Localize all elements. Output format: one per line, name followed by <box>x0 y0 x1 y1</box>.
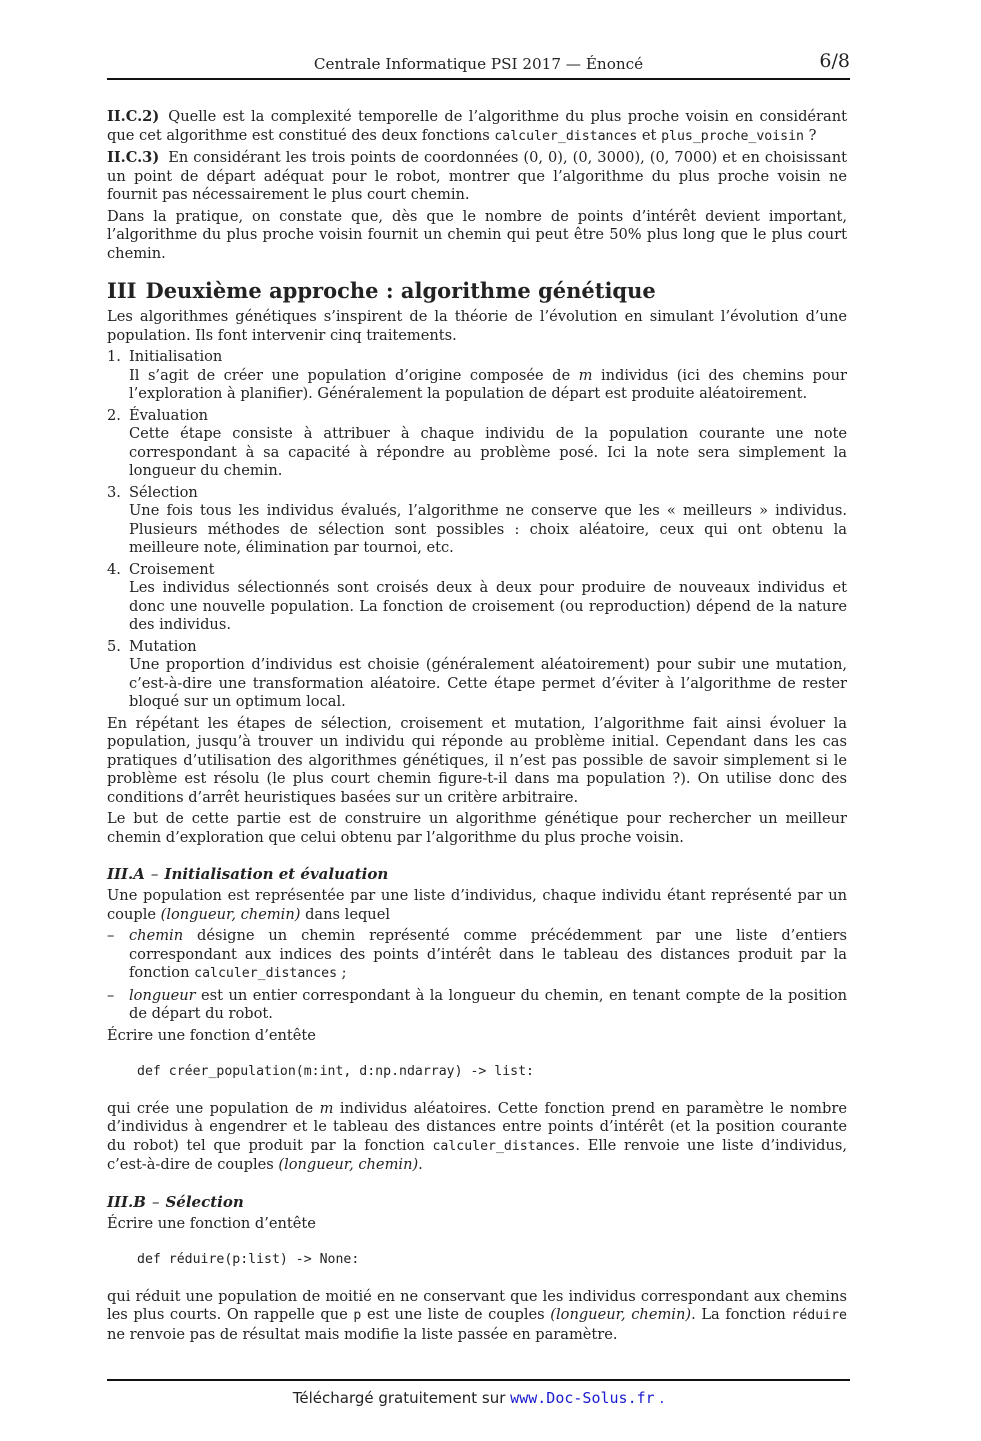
step-number: 3. <box>107 483 121 501</box>
step-body: Une fois tous les individus évalués, l’algorithme ne conserve que les « meilleurs » individus. Plusieurs méthodes de sélection sont possibles : choix aléatoire, ceux qui ont obtenu la meilleure note, élimination par tournoi, etc. <box>129 502 847 556</box>
list-item <box>107 561 847 635</box>
text: individus aléatoires. Cette fonction prend en paramètre le nombre d’individus à engendrer et le tableau des distances entre points d’intérêt (et la position courante du robot) tel que produit par la fonction <box>107 1099 847 1154</box>
page-number: 6/8 <box>819 50 850 72</box>
step-body <box>107 367 847 404</box>
step-number: 1. <box>107 348 121 365</box>
page-content <box>107 108 847 1347</box>
footer-text <box>107 1389 850 1408</box>
text: qui crée une population de <box>107 1099 320 1117</box>
instruction: Écrire une fonction d’entête <box>107 1214 316 1232</box>
inline-code: p <box>353 1308 362 1323</box>
inline-code: calculer_distances <box>494 128 638 144</box>
header-title: Centrale Informatique PSI 2017 — Énoncé <box>313 55 644 73</box>
text: . Elle renvoie une liste d’individus, c’est-à-dire de couples <box>107 1136 847 1173</box>
step-head <box>107 407 847 426</box>
question-label: II.C.2) <box>107 108 160 125</box>
steps-list <box>107 348 847 712</box>
section-title: Deuxième approche : algorithme génétique <box>145 278 656 303</box>
description <box>107 1100 847 1175</box>
dash-bullet: – <box>107 927 115 944</box>
step-head <box>107 638 847 657</box>
page-header <box>107 52 850 80</box>
instruction: Écrire une fonction d’entête <box>107 1026 316 1044</box>
footer-end: . <box>654 1389 665 1407</box>
text: . La fonction <box>691 1306 792 1323</box>
step-title: Initialisation <box>129 348 223 365</box>
step-body: Une proportion d’individus est choisie (généralement aléatoirement) pour subir une mutation, c’est-à-dire une transformation aléatoire. Cette étape permet d’éviter à l’algorithme de rester bloqué sur un optimum local. <box>129 656 847 710</box>
subsection-separator: – <box>151 1192 160 1211</box>
dash-bullet: – <box>107 986 115 1004</box>
question-iic2 <box>107 108 847 146</box>
step-head <box>107 348 847 367</box>
text: ; <box>337 964 347 981</box>
text: qui réduit une population de moitié en ne conservant que les individus correspondant aux chemins les plus courts. On rappelle que <box>107 1287 847 1323</box>
question-text: et <box>637 126 662 144</box>
step-head <box>107 561 847 580</box>
step-title: Sélection <box>129 483 198 501</box>
question-iic3 <box>107 149 847 205</box>
term: longueur <box>129 986 196 1004</box>
question-label: II.C.3) <box>107 149 160 166</box>
list-item <box>107 348 847 404</box>
step-body: Cette étape consiste à attribuer à chaque individu de la population courante une note correspondant à sa capacité à répondre au problème posé. Ici la note sera simplement la longueur du chemin. <box>129 425 847 479</box>
footer-label: Téléchargé gratuitement sur <box>292 1389 511 1407</box>
text: ne renvoie pas de résultat mais modifie la liste passée en paramètre. <box>107 1325 618 1343</box>
text: est une liste de couples <box>361 1306 551 1323</box>
step-title: Mutation <box>129 637 197 655</box>
math-var: m <box>578 366 593 384</box>
math-var: m <box>319 1099 334 1117</box>
text: . <box>418 1156 423 1173</box>
italic-text: (longueur, chemin) <box>278 1156 419 1173</box>
step-head <box>107 484 847 503</box>
inline-code: réduire <box>791 1308 847 1323</box>
footer-link[interactable]: www.Doc-Solus.fr <box>510 1389 655 1407</box>
definition-list <box>107 927 847 1024</box>
subsection-label: III.B <box>107 1192 146 1211</box>
step-text: Il s’agit de créer une population d’origine composée de <box>129 366 579 384</box>
text: dans lequel <box>300 905 390 923</box>
list-item <box>107 987 847 1024</box>
paragraph-pratique: Dans la pratique, on constate que, dès que le nombre de points d’intérêt devient important, l’algorithme du plus proche voisin fournit un chemin qui peut être 50% plus long que le plus court chemin. <box>107 207 847 262</box>
step-title: Croisement <box>129 560 215 578</box>
page-footer <box>107 1379 850 1408</box>
question-text: Quelle est la complexité temporelle de l’algorithme du plus proche voisin en considérant que cet algorithme est constitué des deux fonctions <box>107 108 847 144</box>
question-text: ? <box>803 126 817 144</box>
italic-text: (longueur, chemin) <box>550 1306 692 1323</box>
question-text: En considérant les trois points de coordonnées (0, 0), (0, 3000), (0, 7000) et en choisissant un point de départ adéquat pour le robot, montrer que l’algorithme du plus proche voisin ne fournit pas nécessairement le plus court chemin. <box>107 149 847 203</box>
section-heading <box>107 279 847 303</box>
list-item <box>107 927 847 984</box>
italic-text: (longueur, chemin) <box>160 905 301 923</box>
text: désigne un chemin représenté comme précédemment par une liste d’entiers correspondant aux indices des points d’intérêt dans le tableau des distances produit par la fonction <box>129 927 847 981</box>
text: est un entier correspondant à la longueur du chemin, en tenant compte de la position de départ du robot. <box>129 986 847 1022</box>
subsection-heading-b <box>107 1193 847 1212</box>
list-item <box>107 638 847 712</box>
description <box>107 1288 847 1345</box>
subsection-title: Sélection <box>165 1192 244 1211</box>
paragraph-but: Le but de cette partie est de construire un algorithme génétique pour rechercher un meilleur chemin d’exploration que celui obtenu par l’algorithme du plus proche voisin. <box>107 810 847 846</box>
inline-code: calculer_distances <box>194 966 338 981</box>
code-signature: def créer_population(m:int, d:np.ndarray) -> list: <box>137 1064 534 1079</box>
section-number: III <box>107 278 137 303</box>
subsection-separator: – <box>150 865 159 883</box>
subsection-intro <box>107 887 847 924</box>
step-number: 4. <box>107 560 121 578</box>
list-item <box>107 407 847 481</box>
paragraph-repetant: En répétant les étapes de sélection, croisement et mutation, l’algorithme fait ainsi évoluer la population, jusqu’à trouver un individu qui réponde au problème initial. Cependant dans les cas pratiques d’utilisation des algorithmes génétiques, il n’est pas possible de savoir simplement si le problème est résolu (le plus court chemin figure-t-il dans ma population ?). On utilise donc des conditions d’arrêt heuristiques basées sur un critère arbitraire. <box>107 714 847 806</box>
code-signature: def réduire(p:list) -> None: <box>137 1252 360 1267</box>
list-item <box>107 484 847 558</box>
step-number: 2. <box>107 406 121 424</box>
step-body: Les individus sélectionnés sont croisés deux à deux pour produire de nouveaux individus et donc une nouvelle population. La fonction de croisement (ou reproduction) dépend de la nature des individus. <box>129 579 847 633</box>
term: chemin <box>129 927 184 944</box>
inline-code: plus_proche_voisin <box>661 128 804 144</box>
step-number: 5. <box>107 637 121 655</box>
step-text: individus (ici des chemins pour l’exploration à planifier). Généralement la population de départ est produite aléatoirement. <box>129 366 847 402</box>
subsection-title: Initialisation et évaluation <box>164 865 389 883</box>
subsection-heading-a <box>107 865 847 884</box>
step-title: Évaluation <box>129 406 209 424</box>
section-intro: Les algorithmes génétiques s’inspirent de la théorie de l’évolution en simulant l’évolution d’une population. Ils font intervenir cinq traitements. <box>107 308 847 344</box>
text: Une population est représentée par une liste d’individus, chaque individu étant représenté par un couple <box>107 887 847 923</box>
inline-code: calculer_distances <box>432 1138 576 1154</box>
subsection-label: III.A <box>107 865 145 883</box>
